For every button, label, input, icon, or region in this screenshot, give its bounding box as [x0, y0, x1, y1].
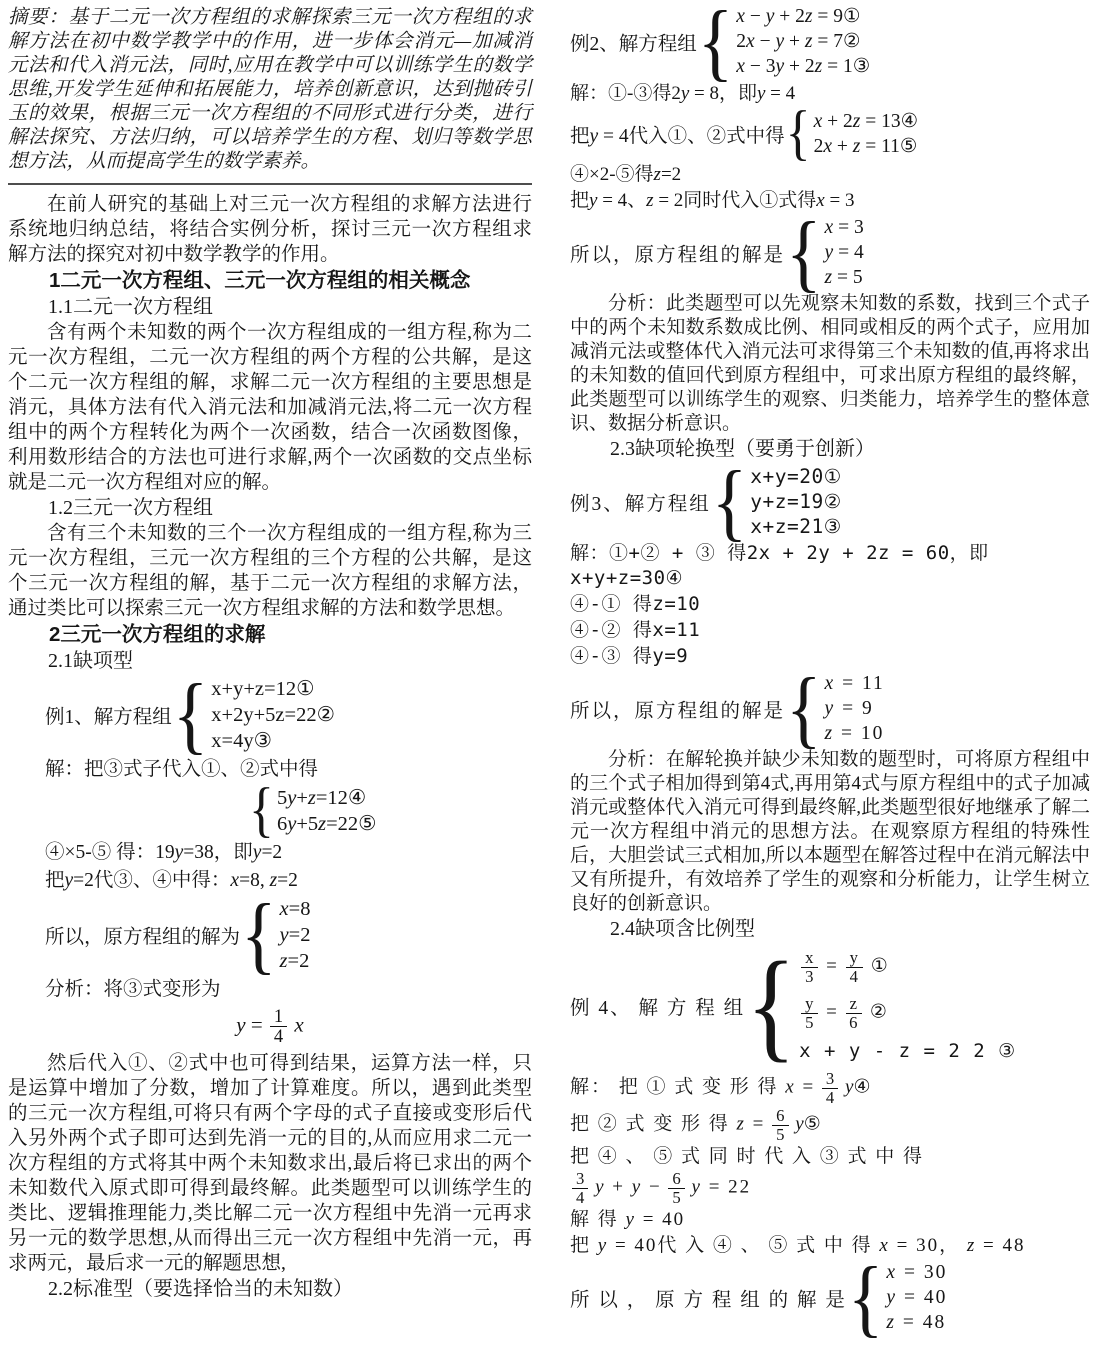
example-2-step-3: ④×2-⑤得z=2 [570, 164, 682, 185]
fraction [801, 995, 818, 1031]
example-1-conclusion-label: 所以，原方程组的解为 [45, 927, 241, 948]
section-1-2-paragraph: 含有三个未知数的三个一次方程组成的一组方程,称为三元一次方程组，三元一次方程组的三个方程的公共解，是这个三元一次方程组的解，基于二元一次方程组的求解方法，通过类比可以探索三元一次方程组求解的方法和数学思想。 [8, 523, 532, 619]
solution-y: y = 9 [824, 698, 874, 719]
fraction-numerator: 1 [270, 1007, 287, 1027]
left-brace-icon: { [786, 204, 822, 301]
equation-1: x − y + 2z = 9① [736, 6, 861, 27]
fraction-numerator: z [846, 995, 862, 1014]
fraction-numerator: 6 [772, 1107, 788, 1126]
equation-2: x+2y+5z=22② [211, 704, 335, 726]
example-3-step-2: ④-① 得z=10 [570, 593, 701, 615]
section-1-1-paragraph: 含有两个未知数的两个一次方程组成的一组方程,称为二元一次方程组，二元一次方程组的两个方程的公共解，是这个二元一次方程组的解，求解二元一次方程组的主要思想是消元，具体方法有代入消元法和加减消元法,将二元一次方程组中的两个方程转化为两个一次函数，结合一次函数图像，利用数形结合的方法也可进行求解,两个一次函数的交点坐标就是二元一次方程组对应的解。 [8, 322, 532, 493]
solution-z: z = 48 [886, 1312, 947, 1334]
solution-x: x=8 [279, 898, 311, 920]
example-2-label: 例2、解方程组 [570, 33, 697, 55]
equation-3: x+z=21③ [750, 515, 842, 538]
example-1-step-2: ④×5-⑤ 得：19y=38，即y=2 [45, 842, 283, 863]
step-text: y + y − [595, 1176, 662, 1198]
equation-5: 6y+5z=22⑤ [276, 813, 377, 835]
example-4-equations [799, 944, 1016, 1068]
left-brace-icon: { [697, 0, 734, 90]
left-brace-icon: { [847, 1249, 884, 1346]
example-4-step-2 [570, 1107, 1090, 1143]
solution-x: x = 30 [886, 1262, 948, 1284]
equation-2: 2x − y + z = 7② [736, 31, 861, 52]
fraction-numerator: y [801, 995, 818, 1014]
fraction-denominator: 5 [805, 1012, 815, 1032]
section-2-3-heading: 2.3缺项轮换型（要勇于创新） [610, 438, 875, 460]
solution-z: z=2 [279, 950, 310, 972]
fraction-numerator: x [801, 949, 818, 968]
step-text: y④ [845, 1076, 871, 1098]
solution-y: y=2 [279, 924, 311, 946]
example-3-solution-values [825, 671, 885, 746]
example-4-solution-values [886, 1260, 947, 1335]
section-1-heading: 1二元一次方程组、三元一次方程组的相关概念 [49, 269, 471, 292]
formula-rhs: x [294, 1012, 304, 1037]
example-3-analysis: 分析：在解轮换并缺少未知数的题型时，可将原方程组中的三个式子相加得到第4式,再用第4式与原方程组中的式子加减消元或整体代入消元可得到最终解,此类题型很好地继承了解二元一次方程组中消元的思想方法。在观察原方程组的特殊性后，大胆尝试三式相加,所以本题型在解答过程中在消元解法中又有所提升，有效培养了学生的观察和分析能力，让学生树立良好的创新意识。 [570, 749, 1090, 914]
equation-2 [799, 995, 1016, 1031]
example-1-solution-values [280, 896, 311, 974]
step-text: y = 22 [691, 1176, 752, 1198]
formula-lhs: y = [236, 1012, 263, 1037]
equation-5: 2x + z = 11⑤ [813, 136, 918, 157]
fraction [270, 1007, 287, 1047]
equation-4: 5y+z=12④ [276, 787, 367, 809]
example-3-step-3: ④-② 得x=11 [570, 619, 701, 641]
example-4-solution [570, 1249, 1090, 1346]
left-brace-icon: { [711, 453, 748, 550]
solution-x: x = 3 [824, 217, 864, 238]
example-1-system [8, 666, 532, 764]
example-1-subsystem [248, 776, 532, 845]
equals-sign: = [826, 955, 838, 977]
fraction [846, 949, 863, 985]
example-2-solution-values [825, 215, 864, 290]
example-1-equations [211, 676, 335, 754]
step-text: y⑤ [795, 1113, 821, 1135]
example-3-conclusion-label: 所以，原方程组的解是 [570, 700, 786, 722]
fraction [801, 949, 818, 985]
example-1-subsystem-equations [277, 785, 377, 837]
equation-1: x+y+z=12① [211, 678, 315, 700]
section-1-2-heading: 1.2三元一次方程组 [48, 497, 213, 519]
example-2-analysis: 分析：此类题型可以先观察未知数的系数，找到三个式子中的两个未知数系数成比例、相同或相反的两个式子，应用加减消元法或整体代入消元法可求得第三个未知数的值,再将求出的未知数的值回代到原方程组中，可求出原方程组的最终解，此类题型可以训练学生的观察、归类能力，培养学生的整体意识、数据分析意识。 [570, 293, 1090, 434]
example-4-conclusion-label: 所 以 ， 原 方 程 组 的 解 是 [570, 1289, 847, 1311]
example-4-step-4 [570, 1170, 1090, 1206]
fraction [822, 1070, 838, 1106]
fraction [772, 1107, 788, 1143]
left-column [8, 6, 532, 1302]
example-1-formula [8, 1007, 532, 1047]
fraction [668, 1170, 684, 1206]
fraction-denominator: 4 [849, 966, 859, 986]
fraction-denominator: 5 [776, 1124, 785, 1144]
example-2-subsystem-equations [814, 109, 918, 159]
fraction [572, 1170, 588, 1206]
fraction-denominator: 5 [672, 1187, 681, 1207]
example-4-system [570, 937, 1090, 1074]
example-2-step-4: 把y = 4、z = 2同时代入①式得x = 3 [570, 190, 855, 211]
example-1-step-1: 解：把③式子代入①、②式中得 [45, 759, 319, 780]
equation-3: x=4y③ [211, 730, 272, 752]
example-4-step-3: 把 ④ 、 ⑤ 式 同 时 代 入 ③ 式 中 得 [570, 1146, 925, 1168]
step-text: 把 ② 式 变 形 得 z = [570, 1113, 766, 1135]
example-2-subsystem [570, 99, 1090, 168]
example-3-system [570, 453, 1090, 550]
equation-1 [799, 949, 1016, 985]
left-brace-icon: { [786, 660, 822, 757]
fraction-numerator: 6 [668, 1170, 684, 1189]
fraction-denominator: 3 [805, 966, 815, 986]
example-2-solution [570, 204, 1090, 301]
example-2-equations [736, 4, 870, 79]
example-1-step-3: 把y=2代③、④中得：x=8, z=2 [45, 870, 298, 891]
example-2-conclusion-label: 所以，原方程组的解是 [570, 244, 786, 266]
equation-1: x+y=20① [750, 465, 842, 488]
fraction-denominator: 4 [825, 1087, 835, 1107]
left-brace-icon: { [172, 666, 209, 764]
solution-y: y = 40 [886, 1287, 948, 1309]
equals-sign: = [826, 1001, 838, 1023]
solution-z: z = 5 [824, 267, 863, 288]
solution-y: y = 4 [824, 242, 864, 263]
section-2-1-heading: 2.1缺项型 [48, 650, 133, 672]
equation-3: x + y - z = 2 2 ③ [799, 1040, 1017, 1063]
example-3-label: 例3、解方程组 [570, 493, 711, 515]
solution-x: x = 11 [824, 673, 885, 694]
step-text: 解： 把 ① 式 变 形 得 x = [570, 1076, 816, 1098]
fraction [846, 995, 862, 1031]
left-brace-icon: { [241, 886, 277, 984]
intro-paragraph: 在前人研究的基础上对三元一次方程组的求解方法进行系统地归纳总结，将结合实例分析，探讨三元一次方程组求解方法的探究对初中数学教学的作用。 [8, 194, 532, 265]
equation-4: x + 2z = 13④ [813, 111, 919, 132]
example-4-label: 例 4、 解 方 程 组 [570, 998, 746, 1020]
fraction-denominator: 4 [273, 1026, 284, 1047]
fraction-denominator: 6 [849, 1012, 859, 1032]
example-3-solution [570, 660, 1090, 757]
example-2-step-2-label: 把y = 4代入①、②式中得 [570, 126, 785, 147]
fraction-denominator: 4 [576, 1187, 585, 1207]
fraction-numerator: y [846, 949, 863, 968]
example-3-equations [750, 464, 841, 539]
fraction-numerator: 3 [822, 1070, 838, 1089]
section-2-4-heading: 2.4缺项含比例型 [610, 918, 755, 940]
equation-2: y+z=19② [750, 490, 842, 513]
right-column [570, 0, 1090, 1346]
section-2-1-discussion: 然后代入①、②式中也可得到结果，运算方法一样，只是运算中增加了分数，增加了计算难度。所以，遇到此类型的三元一次方程组,可将只有两个字母的式子直接或变形后代入另外两个式子即可达到先消一元的目的,从而应用求二元一次方程组的方式将其中两个未知数求出,最后将已求出的两个未知数代入原式即可得到最终解。此类题型可以训练学生的类比、逻辑推理能力,类比解二元一次方程组中先消一元再求另一元的数学思想,从而得出三元一次方程组中先消一元，再求两元，最后求一元的解题思想, [8, 1052, 532, 1274]
example-1-analysis-label: 分析：将③式变形为 [45, 979, 221, 1000]
example-4-step-6: 把 y = 40代 入 ④ 、 ⑤ 式 中 得 x = 30， z = 48 [570, 1235, 1026, 1257]
section-1-1-heading: 1.1二元一次方程组 [48, 296, 213, 318]
example-3-step-1: 解：①+② + ③ 得2x + 2y + 2z = 60，即x+y+z=30④ [570, 542, 989, 589]
example-4-step-5: 解 得 y = 40 [570, 1209, 686, 1231]
fraction-numerator: 3 [572, 1170, 588, 1189]
example-3-step-4: ④-③ 得y=9 [570, 645, 689, 667]
left-brace-icon: { [249, 776, 274, 845]
example-1-label: 例1、解方程组 [45, 707, 172, 728]
left-brace-icon: { [785, 99, 811, 168]
example-1-solution [8, 886, 532, 984]
equation-3: x − 3y + 2z = 1③ [736, 56, 871, 77]
left-brace-icon: { [746, 937, 797, 1074]
abstract-paragraph: 摘要：基于二元一次方程组的求解探索三元一次方程组的求解方法在初中数学教学中的作用，进一步体会消元—加减消元法和代入消元法，同时,应用在教学中可以训练学生的数学思维,开发学生延伸和拓展能力，培养创新意识，达到抛砖引玉的效果，根据三元一次方程组的不同形式进行分类，进行解法探究、方法归纳，可以培养学生的方程、划归等数学思想方法，从而提高学生的数学素养。 [8, 7, 532, 172]
section-2-heading: 2三元一次方程组的求解 [49, 623, 266, 646]
example-4-step-1 [570, 1070, 1090, 1106]
equation-tag: ② [869, 1001, 888, 1023]
example-2-system [570, 0, 1090, 90]
example-2-step-1: 解：①-③得2y = 8，即y = 4 [570, 83, 796, 104]
equation-tag: ① [870, 955, 889, 977]
solution-z: z = 10 [824, 723, 885, 744]
separator-line [8, 183, 532, 185]
section-2-2-heading: 2.2标准型（要选择恰当的未知数） [48, 1277, 353, 1300]
